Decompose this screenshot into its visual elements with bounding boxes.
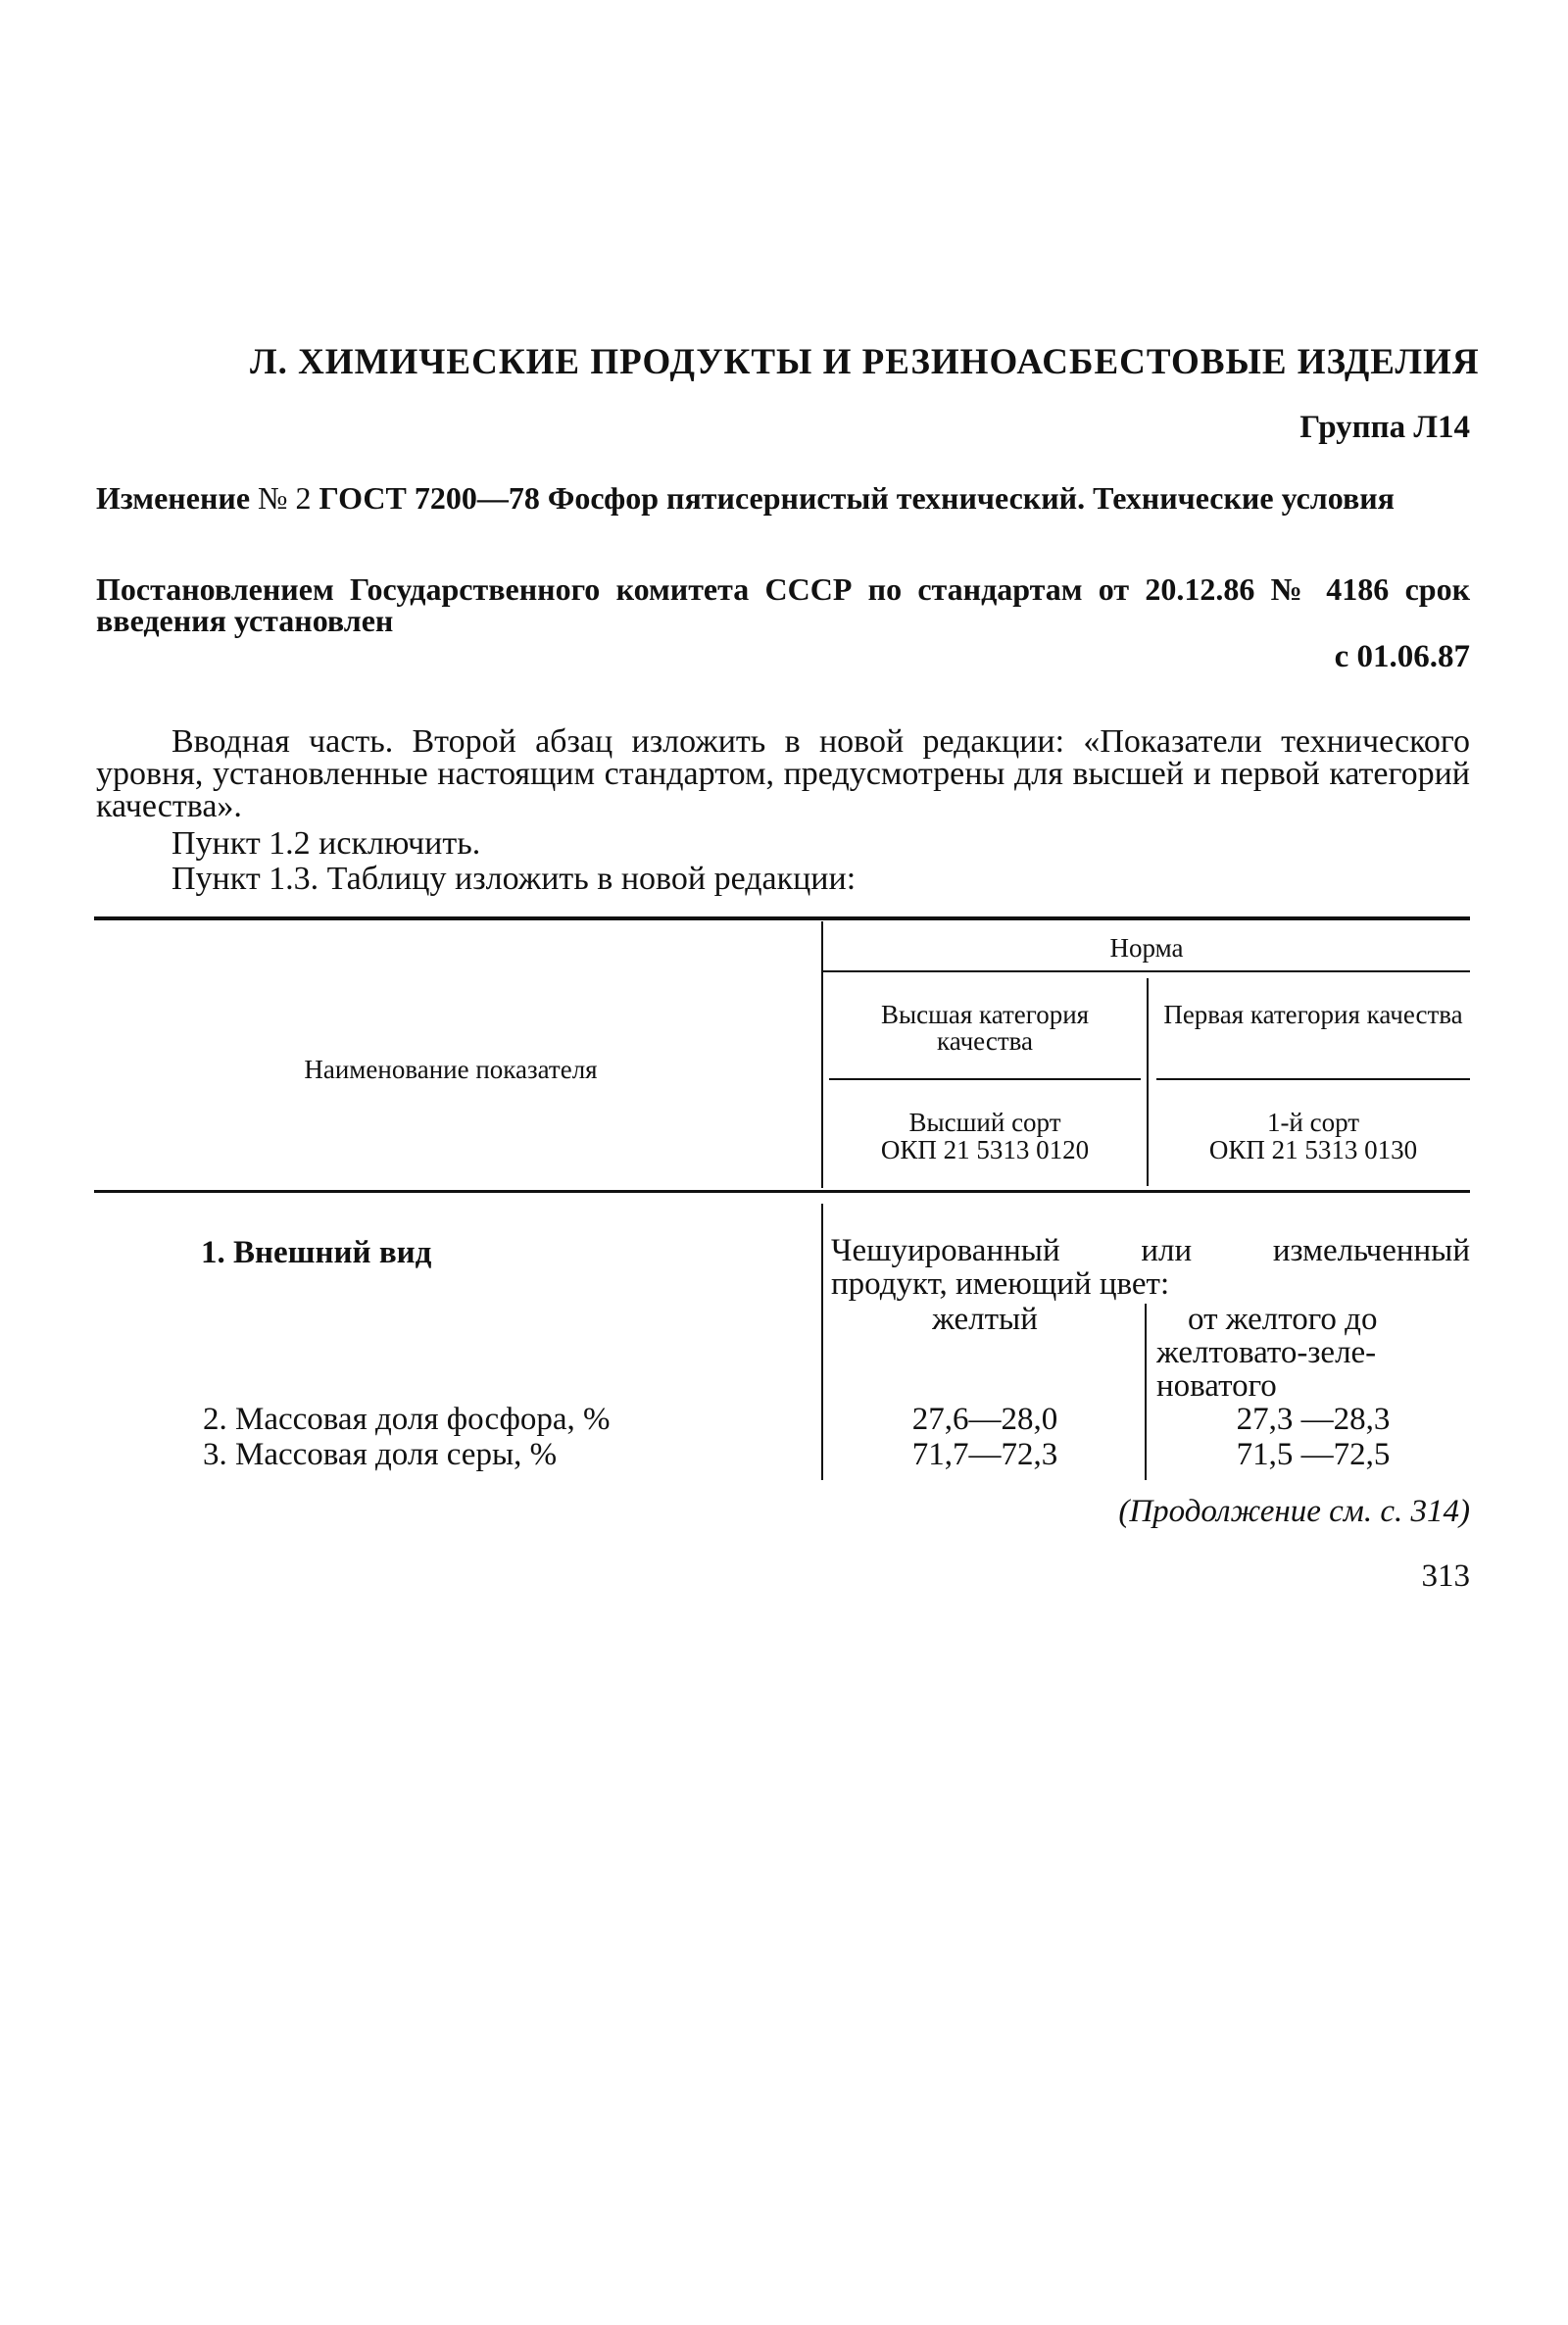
row-1-common-2: продукт, имеющий цвет: — [831, 1266, 1170, 1302]
section-title: Л. ХИМИЧЕСКИЕ ПРОДУКТЫ И РЕЗИНОАСБЕСТОВЫЕ ИЗДЕЛИЯ — [250, 342, 1480, 382]
row-1-first-1: от желтого до — [1188, 1302, 1378, 1337]
continuation-note: (Продолжение см. с. 314) — [1118, 1494, 1470, 1529]
row-2-high: 27,6—28,0 — [911, 1402, 1058, 1437]
th-cat-first: Первая категория качества — [1163, 1000, 1463, 1029]
th-grade-high: Высший сорт — [908, 1108, 1061, 1137]
norm-underline — [823, 970, 1470, 972]
row-3-high: 71,7—72,3 — [911, 1437, 1058, 1472]
change-standard: ГОСТ 7200—78 — [318, 480, 540, 516]
th-grade-first: 1-й сорт — [1266, 1108, 1360, 1137]
row-3-first: 71,5 —72,5 — [1236, 1437, 1391, 1472]
page-number: 313 — [1421, 1558, 1470, 1594]
group-label: Группа Л14 — [1299, 410, 1470, 445]
body-vertical-divider — [821, 1204, 823, 1480]
row-2-name: 2. Массовая доля фосфора, % — [203, 1402, 611, 1437]
th-okp-first: ОКП 21 5313 0130 — [1208, 1135, 1418, 1164]
th-indicator: Наименование показателя — [304, 1055, 598, 1084]
body-sub-divider — [1145, 1304, 1147, 1480]
category-underline-right — [1156, 1078, 1470, 1080]
row-1-high: желтый — [932, 1302, 1038, 1337]
change-label: Изменение — [96, 480, 251, 516]
point-1-3: Пункт 1.3. Таблицу изложить в новой редакции: — [172, 861, 857, 897]
row-1-name: 1. Внешний вид — [201, 1235, 432, 1270]
row-2-first: 27,3 —28,3 — [1236, 1402, 1391, 1437]
row-1-first-2: желтовато-зеле- — [1156, 1335, 1377, 1370]
intro-paragraph: Вводная часть. Второй абзац изложить в новой редакции: «Показатели технического уровня, установленные настоящим стандартом, предусмотрены для высшей и первой категорий качества». — [96, 723, 1470, 824]
change-number: № 2 — [258, 480, 312, 516]
category-divider — [1147, 978, 1149, 1186]
th-norm: Норма — [1109, 933, 1184, 963]
decree-text: Постановлением Государственного комитета СССР по стандартам от 20.12.86 № 4186 срок введения установлен — [96, 571, 1470, 638]
row-1-first-3: новатого — [1156, 1368, 1277, 1404]
category-underline-left — [829, 1078, 1141, 1080]
th-cat-high: Высшая категория качества — [880, 1000, 1090, 1056]
change-heading — [96, 482, 1470, 514]
change-title: Фосфор пятисернистый технический. Технические условия — [547, 480, 1395, 516]
point-1-2: Пункт 1.2 исключить. — [172, 825, 481, 862]
row-3-name: 3. Массовая доля серы, % — [203, 1437, 558, 1472]
header-bottom-rule — [94, 1190, 1470, 1193]
th-okp-high: ОКП 21 5313 0120 — [880, 1135, 1090, 1164]
decree-date: с 01.06.87 — [1334, 639, 1470, 674]
row-1-common-1: Чешуированный или измельченный — [831, 1233, 1470, 1268]
table-top-rule — [94, 916, 1470, 920]
